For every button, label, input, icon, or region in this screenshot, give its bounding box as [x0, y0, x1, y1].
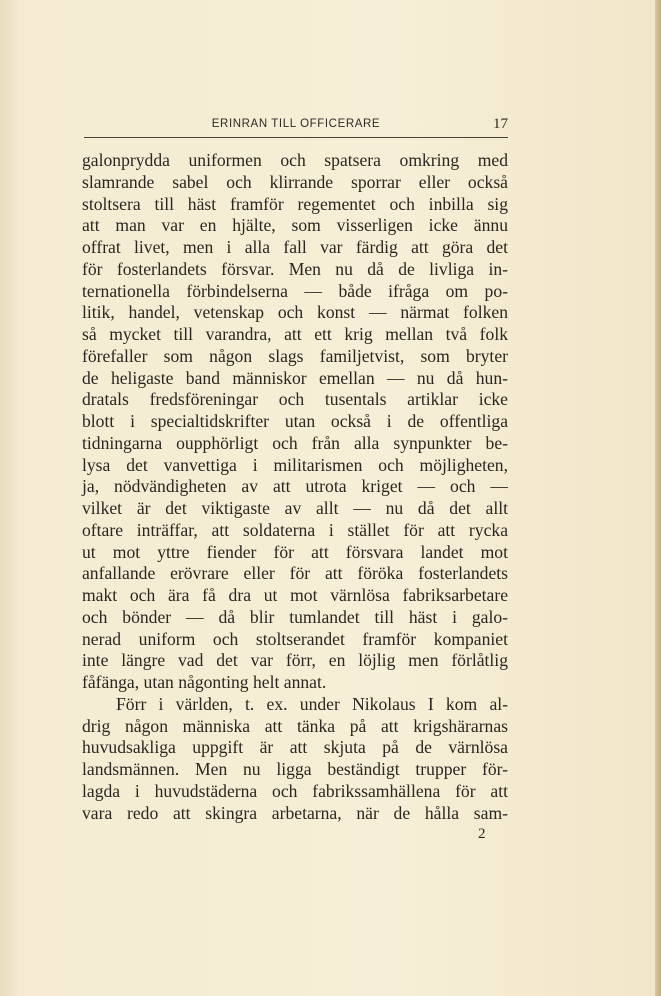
text-line: inte längre vad det var förr, en löjlig men förlåtlig	[82, 650, 508, 671]
text-line: förefaller som någon slags familjetvist, som bryter	[82, 345, 508, 366]
text-line: dratals fredsföreningar och tusentals artiklar icke	[82, 389, 508, 410]
text-line: de heligaste band människor emellan — nu då hun-	[82, 367, 508, 388]
text-line: lysa det vanvettiga i militarismen och möjligheten,	[82, 454, 508, 475]
text-line: fåfänga, utan någonting helt annat.	[82, 672, 327, 692]
text-line: blott i specialtidskrifter utan också i de offentliga	[82, 411, 508, 431]
text-line: så mycket till varandra, att ett krig mellan två folk	[82, 324, 508, 344]
text-line: lagda i huvudstäderna och fabrikssamhällena för att	[82, 780, 508, 801]
text-line: för fosterlandets försvar. Men nu då de livliga in-	[82, 258, 508, 279]
text-line: galonprydda uniformen och spatsera omkring med	[82, 150, 508, 170]
header-rule	[84, 137, 508, 138]
text-line: vara redo att skingra arbetarna, när de hålla sam-	[82, 802, 508, 823]
text-line: drig någon människa att tänka på att krigshärarnas	[82, 715, 508, 736]
text-line: vilket är det viktigaste av allt — nu då det allt	[82, 498, 508, 518]
text-line: makt och ära få dra ut mot värnlösa fabriksarbetare	[82, 585, 508, 605]
text-line: landsmännen. Men nu ligga beständigt trupper för-	[82, 759, 508, 779]
page-edge	[655, 0, 661, 996]
text-line: stoltsera till häst framför regementet och inbilla sig	[82, 193, 508, 214]
text-line: oftare inträffar, att soldaterna i stället för att rycka	[82, 519, 508, 540]
text-line: Förr i världen, t. ex. under Nikolaus I kom al-	[116, 693, 508, 714]
text-line: offrat livet, men i alla fall var färdig att göra det	[82, 237, 508, 257]
text-line: tidningarna oupphörligt och från alla synpunkter be-	[82, 432, 508, 453]
text-line: ut mot yttre fiender för att försvara landet mot	[82, 541, 508, 562]
text-line: anfallande erövrare eller för att föröka fosterlandets	[82, 563, 508, 584]
text-line: ternationella förbindelserna — både ifråga om po-	[82, 280, 508, 301]
page-number: 17	[493, 116, 508, 132]
text-line: slamrande sabel och klirrande sporrar eller också	[82, 171, 508, 192]
page-header	[84, 116, 508, 136]
text-line: ja, nödvändigheten av att utrota kriget — och —	[82, 476, 508, 497]
signature-mark: 2	[478, 826, 486, 842]
text-line: att man var en hjälte, som visserligen icke ännu	[82, 215, 508, 236]
text-line: litik, handel, vetenskap och konst — närmat folken	[82, 302, 508, 323]
text-line: och bönder — då blir tumlandet till häst i galo-	[82, 606, 508, 627]
text-line: huvudsakliga uppgift är att skjuta på de värnlösa	[82, 737, 508, 758]
running-head: ERINRAN TILL OFFICERARE	[211, 118, 381, 130]
text-line: nerad uniform och stoltserandet framför kompaniet	[82, 628, 508, 649]
body-text	[82, 150, 508, 824]
